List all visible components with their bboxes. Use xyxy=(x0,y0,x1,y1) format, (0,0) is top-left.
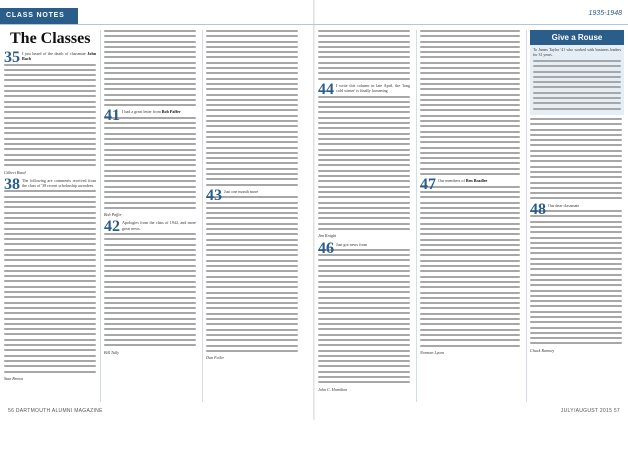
entry-lead: I had a great letter from xyxy=(122,109,161,115)
column-4 xyxy=(318,30,410,392)
class-number: 41 xyxy=(104,107,120,125)
class-number: 38 xyxy=(4,175,20,193)
class-secretary: Chuck Ramsey xyxy=(530,347,555,353)
body-text xyxy=(420,30,520,175)
class-years-range: 1935-1948 xyxy=(588,10,622,17)
class-number: 48 xyxy=(530,200,546,218)
class-secretary: Bill Tully xyxy=(104,349,120,355)
give-a-rouse-box xyxy=(530,30,624,114)
class-entry xyxy=(4,51,96,175)
class-entry xyxy=(318,239,410,392)
body-text xyxy=(318,249,410,383)
entry-name: Bob Paffer xyxy=(161,109,181,115)
body-text xyxy=(104,117,196,209)
entry-name: Ben Bradlee xyxy=(465,178,488,184)
class-number: 47 xyxy=(420,176,436,194)
class-number: 42 xyxy=(104,218,120,236)
column-divider xyxy=(526,30,527,402)
body-text xyxy=(530,210,622,344)
class-secretary: Norman Lyons xyxy=(420,349,445,355)
entry-lead: I write this column in late April, the 'long cold winter' is finally loosening xyxy=(336,82,410,94)
body-text xyxy=(420,186,520,347)
column-1 xyxy=(4,48,96,398)
page-title: The Classes xyxy=(10,30,91,47)
body-text xyxy=(318,30,410,80)
class-entry xyxy=(4,175,96,381)
class-number: 46 xyxy=(318,239,334,257)
entry-lead: Apologies from the class of 1942, and more great news. xyxy=(122,220,196,231)
column-2 xyxy=(104,30,196,380)
body-text xyxy=(530,118,622,199)
body-text xyxy=(206,196,298,352)
entry-lead: I just heard of the death of classmate xyxy=(22,51,86,56)
column-divider xyxy=(416,30,417,402)
class-number: 43 xyxy=(206,186,222,204)
body-text xyxy=(104,30,196,106)
column-6 xyxy=(530,118,622,468)
class-secretary: Stan Brown xyxy=(4,375,24,381)
section-tag-label: CLASS NOTES xyxy=(6,12,65,19)
class-entry xyxy=(206,186,298,361)
class-number: 44 xyxy=(318,80,334,98)
entry-lead: The following are comments received from the class of '38 recent scholarship awardees. xyxy=(22,177,96,189)
footer-left: 56 DARTMOUTH ALUMNI MAGAZINE xyxy=(8,408,103,414)
class-entry xyxy=(420,178,520,355)
body-text xyxy=(104,233,196,346)
entry-lead: Our dear classmate xyxy=(548,202,580,208)
entry-lead: Our members of xyxy=(438,178,465,184)
class-secretary: Dan Feiler xyxy=(206,355,225,361)
class-entry xyxy=(104,220,196,354)
header-rule xyxy=(0,24,628,25)
body-text xyxy=(533,60,621,110)
body-text xyxy=(318,96,410,230)
entry-lead: Just got news from xyxy=(336,241,368,247)
class-number: 35 xyxy=(4,49,20,66)
column-divider xyxy=(202,30,203,402)
column-3 xyxy=(206,30,298,380)
column-divider xyxy=(100,30,101,402)
footer-right: JULY/AUGUST 2015 57 xyxy=(560,408,620,414)
class-secretary: Jim Knight xyxy=(318,233,337,239)
column-5 xyxy=(420,30,520,380)
body-text xyxy=(4,64,96,167)
class-entry xyxy=(104,109,196,217)
give-a-rouse-title: Give a Rouse xyxy=(530,30,624,45)
class-entry xyxy=(318,80,410,239)
entry-lead: Just one month more xyxy=(224,188,259,194)
entry-name: John Bach xyxy=(22,51,96,62)
page-gutter xyxy=(313,0,315,420)
class-secretary: Bob Paffer xyxy=(104,212,122,218)
section-tag xyxy=(0,8,78,24)
give-a-rouse-text: To James Taylor '41 who worked with business leaders for 31 years. xyxy=(533,48,621,57)
body-text xyxy=(206,30,298,186)
class-secretary: John C. Hamilton xyxy=(318,386,348,392)
class-entry xyxy=(530,200,622,353)
body-text xyxy=(4,190,96,372)
class-secretary: Gilbert Rand xyxy=(4,169,26,175)
